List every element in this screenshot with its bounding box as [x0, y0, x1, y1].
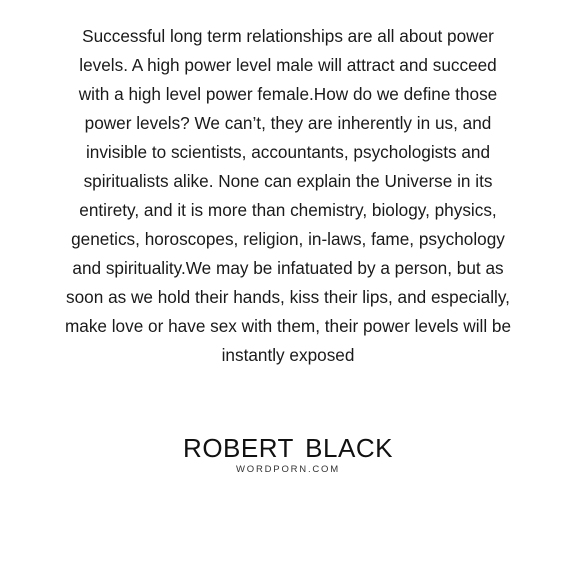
author-name: ROBERT BLACK [183, 433, 393, 463]
quote-line: make love or have sex with them, their power levels will be [64, 316, 512, 336]
quote-line: spiritualists alike. None can explain the Universe in its [83, 171, 493, 191]
quote-line: power levels? We can’t, they are inherently in us, and [84, 113, 492, 133]
quote-text [40, 22, 536, 370]
quote-line: invisible to scientists, accountants, psychologists and [85, 142, 491, 162]
quote-line: Successful long term relationships are all about power [82, 26, 494, 46]
quote-line: with a high level power female.How do we define those [78, 84, 498, 104]
quote-line: levels. A high power level male will attract and succeed [79, 55, 497, 75]
site-credit: WORDPORN.COM [236, 464, 340, 475]
quote-line: and spirituality.We may be infatuated by a person, but as [72, 258, 504, 278]
quote-line: instantly exposed [221, 345, 355, 365]
quote-line: genetics, horoscopes, religion, in-laws, fame, psychology [71, 229, 505, 249]
quote-line: soon as we hold their hands, kiss their lips, and especially, [66, 287, 510, 307]
quote-line: entirety, and it is more than chemistry, biology, physics, [79, 200, 497, 220]
